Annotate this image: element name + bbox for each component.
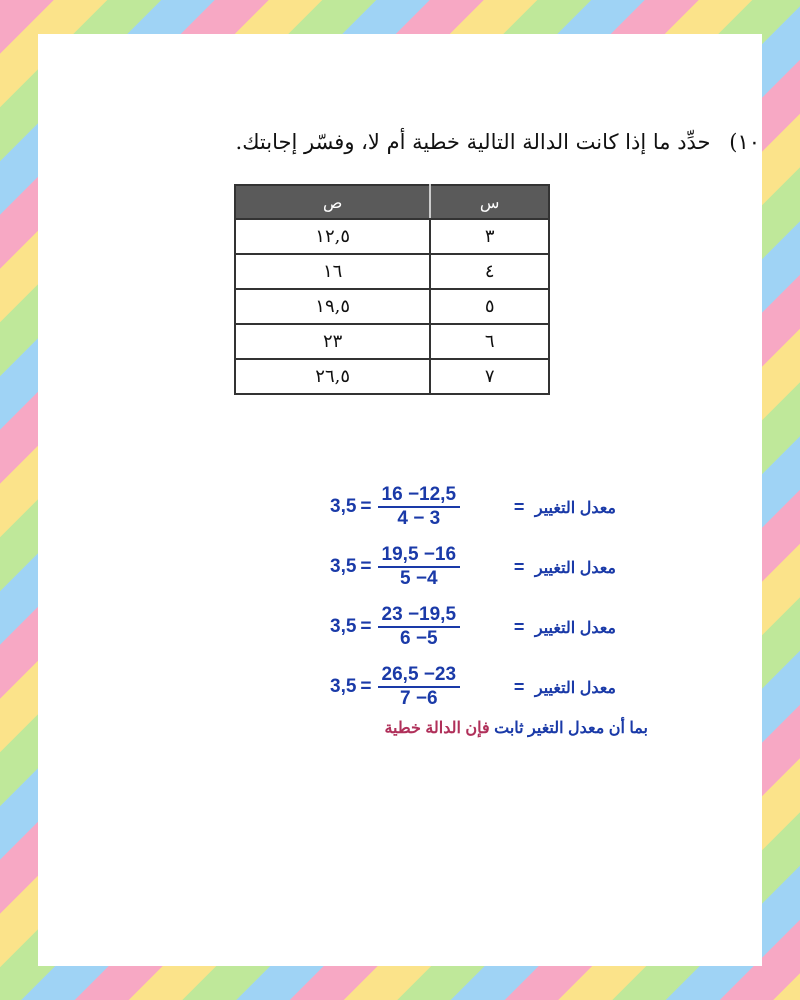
rate-label: معدل التغيير xyxy=(534,499,616,517)
numerator: 19,5 −16 xyxy=(378,544,461,568)
fraction xyxy=(378,604,461,650)
rate-label: معدل التغيير xyxy=(534,619,616,637)
step-result: 3,5 xyxy=(330,616,357,637)
rate-of-change-step-2 xyxy=(330,542,616,592)
cell-y: ١٩,٥ xyxy=(235,289,430,324)
denominator: 6 −5 xyxy=(400,628,438,649)
equals-sign: = xyxy=(513,556,525,577)
question-text xyxy=(120,130,760,154)
rate-of-change-step-3 xyxy=(330,602,616,652)
rate-label: معدل التغيير xyxy=(534,679,616,697)
table-row xyxy=(235,219,549,254)
rate-label: معدل التغيير xyxy=(534,559,616,577)
cell-x: ٤ xyxy=(430,254,549,289)
denominator: 5 −4 xyxy=(400,568,438,589)
cell-x: ٧ xyxy=(430,359,549,394)
step-label xyxy=(514,557,616,578)
equals-sign: = xyxy=(360,676,372,697)
header-y: ص xyxy=(235,185,430,219)
cell-x: ٥ xyxy=(430,289,549,324)
equals-sign: = xyxy=(513,496,525,517)
step-label xyxy=(514,497,616,518)
values-table xyxy=(234,184,550,395)
cell-y: ٢٦,٥ xyxy=(235,359,430,394)
question-body: حدِّد ما إذا كانت الدالة التالية خطية أم لا، وفسّر إجابتك. xyxy=(235,130,711,154)
numerator: 16 −12,5 xyxy=(378,484,461,508)
conclusion-text xyxy=(384,718,648,738)
conclusion-result: فإن الدالة خطية xyxy=(384,720,490,737)
step-result: 3,5 xyxy=(330,676,357,697)
equals-sign: = xyxy=(360,496,372,517)
table-row xyxy=(235,324,549,359)
step-label xyxy=(514,617,616,638)
numerator: 23 −19,5 xyxy=(378,604,461,628)
table-row xyxy=(235,359,549,394)
cell-x: ٦ xyxy=(430,324,549,359)
step-expression xyxy=(330,484,466,530)
header-x: س xyxy=(430,185,549,219)
fraction xyxy=(378,484,461,530)
denominator: 7 −6 xyxy=(400,688,438,709)
cell-y: ١٦ xyxy=(235,254,430,289)
table-header-row xyxy=(235,185,549,219)
table-row xyxy=(235,289,549,324)
cell-x: ٣ xyxy=(430,219,549,254)
denominator: 4 − 3 xyxy=(397,508,441,529)
question-number: ١٠) xyxy=(729,130,760,154)
table-row xyxy=(235,254,549,289)
step-expression xyxy=(330,604,466,650)
fraction xyxy=(378,664,461,710)
step-expression xyxy=(330,544,466,590)
equals-sign: = xyxy=(360,556,372,577)
rate-of-change-step-1 xyxy=(330,482,616,532)
step-result: 3,5 xyxy=(330,496,357,517)
cell-y: ١٢,٥ xyxy=(235,219,430,254)
numerator: 26,5 −23 xyxy=(378,664,461,688)
rate-of-change-step-4 xyxy=(330,662,616,712)
step-expression xyxy=(330,664,466,710)
equals-sign: = xyxy=(513,676,525,697)
equals-sign: = xyxy=(360,616,372,637)
step-label xyxy=(514,677,616,698)
conclusion-reason: بما أن معدل التغير ثابت xyxy=(489,720,648,737)
cell-y: ٢٣ xyxy=(235,324,430,359)
step-result: 3,5 xyxy=(330,556,357,577)
equals-sign: = xyxy=(513,616,525,637)
fraction xyxy=(378,544,461,590)
